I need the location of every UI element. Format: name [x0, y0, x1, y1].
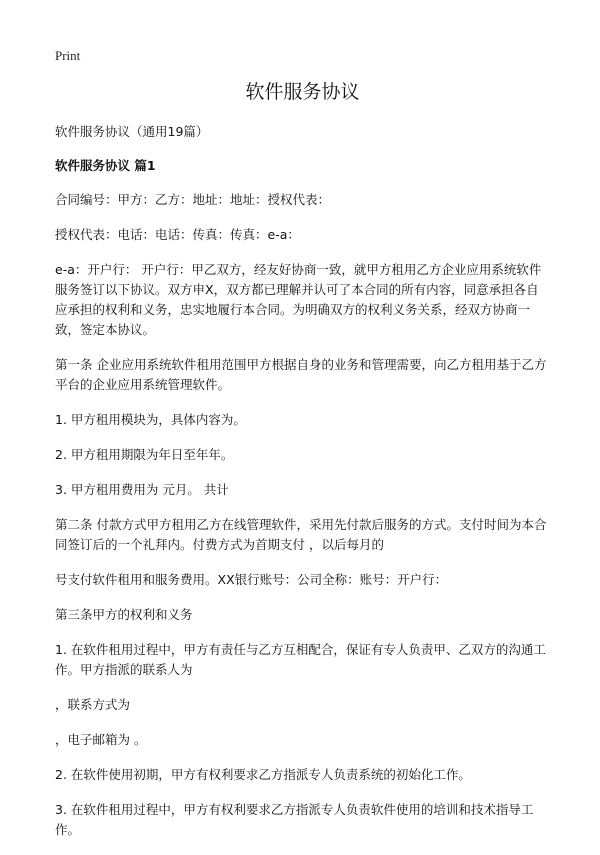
paragraph-contract-header: 合同编号：甲方：乙方：地址：地址：授权代表：	[55, 192, 331, 207]
paragraph-item-2: 2. 甲方租用期限为年日至年年。	[55, 447, 234, 462]
paragraph-contact-info: 授权代表：电话：电话：传真：传真：e-a：	[55, 227, 300, 242]
paragraph-right-2: 2. 在软件使用初期，甲方有权利要求乙方指派专人负责系统的初始化工作。	[55, 767, 471, 782]
document-body	[55, 78, 550, 855]
section-heading: 软件服务协议 篇1	[55, 158, 156, 173]
paragraph-payment-details: 号支付软件租用和服务费用。XX银行账号：公司全称：账号：开户行：	[55, 572, 448, 587]
document-title: 软件服务协议	[245, 81, 360, 103]
paragraph-right-3: 3. 在软件租用过程中，甲方有权利要求乙方指派专人负责软件使用的培训和技术指导工作。	[55, 802, 534, 837]
paragraph-article-3: 第三条甲方的权利和义务	[55, 607, 193, 622]
paragraph-article-2: 第二条 付款方式甲方租用乙方在线管理软件，采用先付款后服务的方式。支付时间为本合同签订后的一个礼拜内。付费方式为首期支付 ，以后每月的	[55, 517, 547, 552]
paragraph-right-1: 1. 在软件租用过程中，甲方有责任与乙方互相配合，保证有专人负责甲、乙双方的沟通工作。甲方指派的联系人为	[55, 642, 546, 677]
paragraph-item-3: 3. 甲方租用费用为 元月。 共计	[55, 482, 229, 497]
paragraph-article-1: 第一条 企业应用系统软件租用范围甲方根据自身的业务和管理需要，向乙方租用基于乙方平台的企业应用系统管理软件。	[55, 357, 547, 392]
print-link[interactable]: Print	[55, 48, 81, 63]
paragraph-contact-method: ，联系方式为	[55, 697, 131, 712]
paragraph-preamble: e-a：开户行： 开户行：甲乙双方，经友好协商一致，就甲方租用乙方企业应用系统软件服务签订以下协议。双方申X，双方都已理解并认可了本合同的所有内容，同意承担各自应承担的权利和义务，忠实地履行本合同。为明确双方的权利义务关系，经双方协商一致，签定本协议。	[55, 262, 542, 337]
document-subtitle: 软件服务协议（通用19篇）	[55, 124, 209, 139]
paragraph-item-1: 1. 甲方租用模块为，具体内容为。	[55, 412, 246, 427]
paragraph-email: ，电子邮箱为 。	[55, 732, 147, 747]
